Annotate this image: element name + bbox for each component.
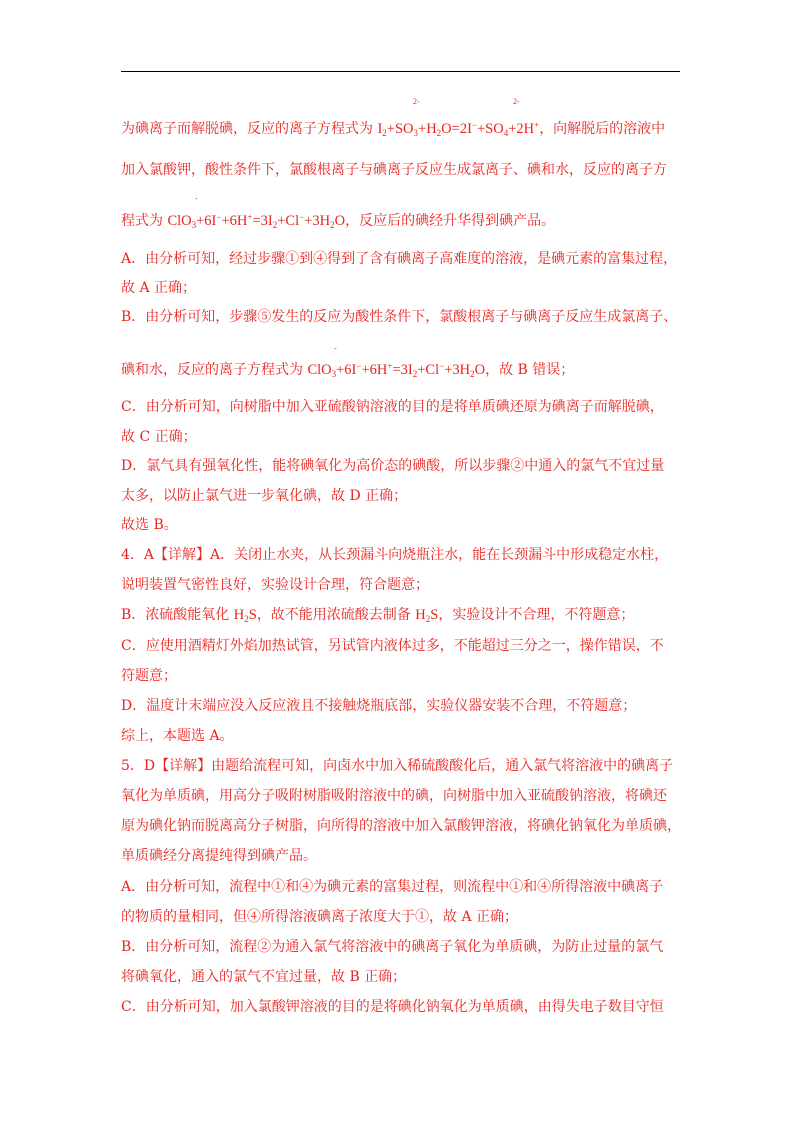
- text-line: 4．A【详解】A．关闭止水夹，从长颈漏斗向烧瓶注水，能在长颈漏斗中形成稳定水柱，: [121, 547, 669, 563]
- text-line: 综上，本题选 A。: [121, 728, 234, 744]
- text-line: C．由分析可知，加入氯酸钾溶液的目的是将碘化钠氧化为单质碘，由得失电子数目守恒: [121, 999, 664, 1015]
- text-line: 故 A 正确；: [121, 280, 197, 296]
- text-line: D．温度计末端应没入反应液且不接触烧瓶底部，实验仪器安装不合理，不符题意；: [121, 698, 637, 714]
- text-line: C．应使用酒精灯外焰加热试管，另试管内液体过多，不能超过三分之一，操作错误，不: [121, 638, 664, 654]
- text-line: C．由分析可知，向树脂中加入亚硫酸钠溶液的目的是将单质碘还原为碘离子而解脱碘，: [121, 399, 664, 415]
- charge-label: -: [195, 194, 198, 203]
- text-line: 的物质的量相同，但④所得溶液碘离子浓度大于①，故 A 正确；: [121, 909, 519, 925]
- text-line: B．由分析可知，流程②为通入氯气将溶液中的碘离子氧化为单质碘，为防止过量的氯气: [121, 939, 664, 955]
- text-line: B．浓硫酸能氧化 $H_2S$，故不能用浓硫酸去制备 $H_2S$，实验设计不合理，不符题意；: [121, 607, 635, 624]
- text-line: A．由分析可知，经过步骤①到④得到了含有碘离子高难度的溶液，是碘元素的富集过程，: [121, 251, 678, 267]
- text-line: 说明装置气密性良好，实验设计合理，符合题意；: [121, 577, 429, 593]
- charge-label: 2-: [413, 97, 420, 106]
- text-line: 将碘氧化，通入的氯气不宜过量，故 B 正确；: [121, 969, 407, 985]
- text-line: 碘和水，反应的离子方程式为 $ClO_3+6I^-+6H^+=3I_2+Cl^-+3H_2O$，故 B 错误；: [121, 361, 575, 379]
- charge-label: 2-: [513, 97, 520, 106]
- text-line: 故 C 正确；: [121, 429, 197, 445]
- text-line: 符题意；: [121, 668, 177, 684]
- text-line: 5．D【详解】由题给流程可知，向卤水中加入稀硫酸酸化后，通入氯气将溶液中的碘离子: [121, 758, 674, 774]
- text-line: 原为碘化钠而脱离高分子树脂，向所得的溶液中加入氯酸钾溶液，将碘化钠氧化为单质碘，: [121, 818, 681, 834]
- text-line: 为碘离子而解脱碘，反应的离子方程式为 $I_2+SO_3+H_2O=2I^-+SO_4+2H^+$，向解脱后的溶液中: [121, 120, 666, 138]
- text-line: 程式为 $ClO_3+6I^-+6H^+=3I_2+Cl^-+3H_2O$，反应后的碘经升华得到碘产品。: [121, 212, 556, 230]
- charge-label: -: [334, 344, 337, 353]
- text-line: 加入氯酸钾，酸性条件下，氯酸根离子与碘离子反应生成氯离子、碘和水，反应的离子方: [121, 162, 667, 178]
- text-line: 氧化为单质碘，用高分子吸附树脂吸附溶液中的碘，向树脂中加入亚硫酸钠溶液，将碘还: [121, 788, 667, 804]
- text-line: A．由分析可知，流程中①和④为碘元素的富集过程，则流程中①和④所得溶液中碘离子: [121, 879, 664, 895]
- text-line: B．由分析可知，步骤⑤发生的反应为酸性条件下，氯酸根离子与碘离子反应生成氯离子、: [121, 309, 678, 325]
- text-line: 单质碘经分离提纯得到碘产品。: [121, 848, 317, 864]
- text-line: 故选 B。: [121, 517, 178, 533]
- text-line: D．氯气具有强氧化性，能将碘氧化为高价态的碘酸，所以步骤②中通入的氯气不宜过量: [121, 458, 665, 474]
- text-line: 太多，以防止氯气进一步氧化碘，故 D 正确；: [121, 488, 408, 504]
- header-rule: [121, 71, 680, 72]
